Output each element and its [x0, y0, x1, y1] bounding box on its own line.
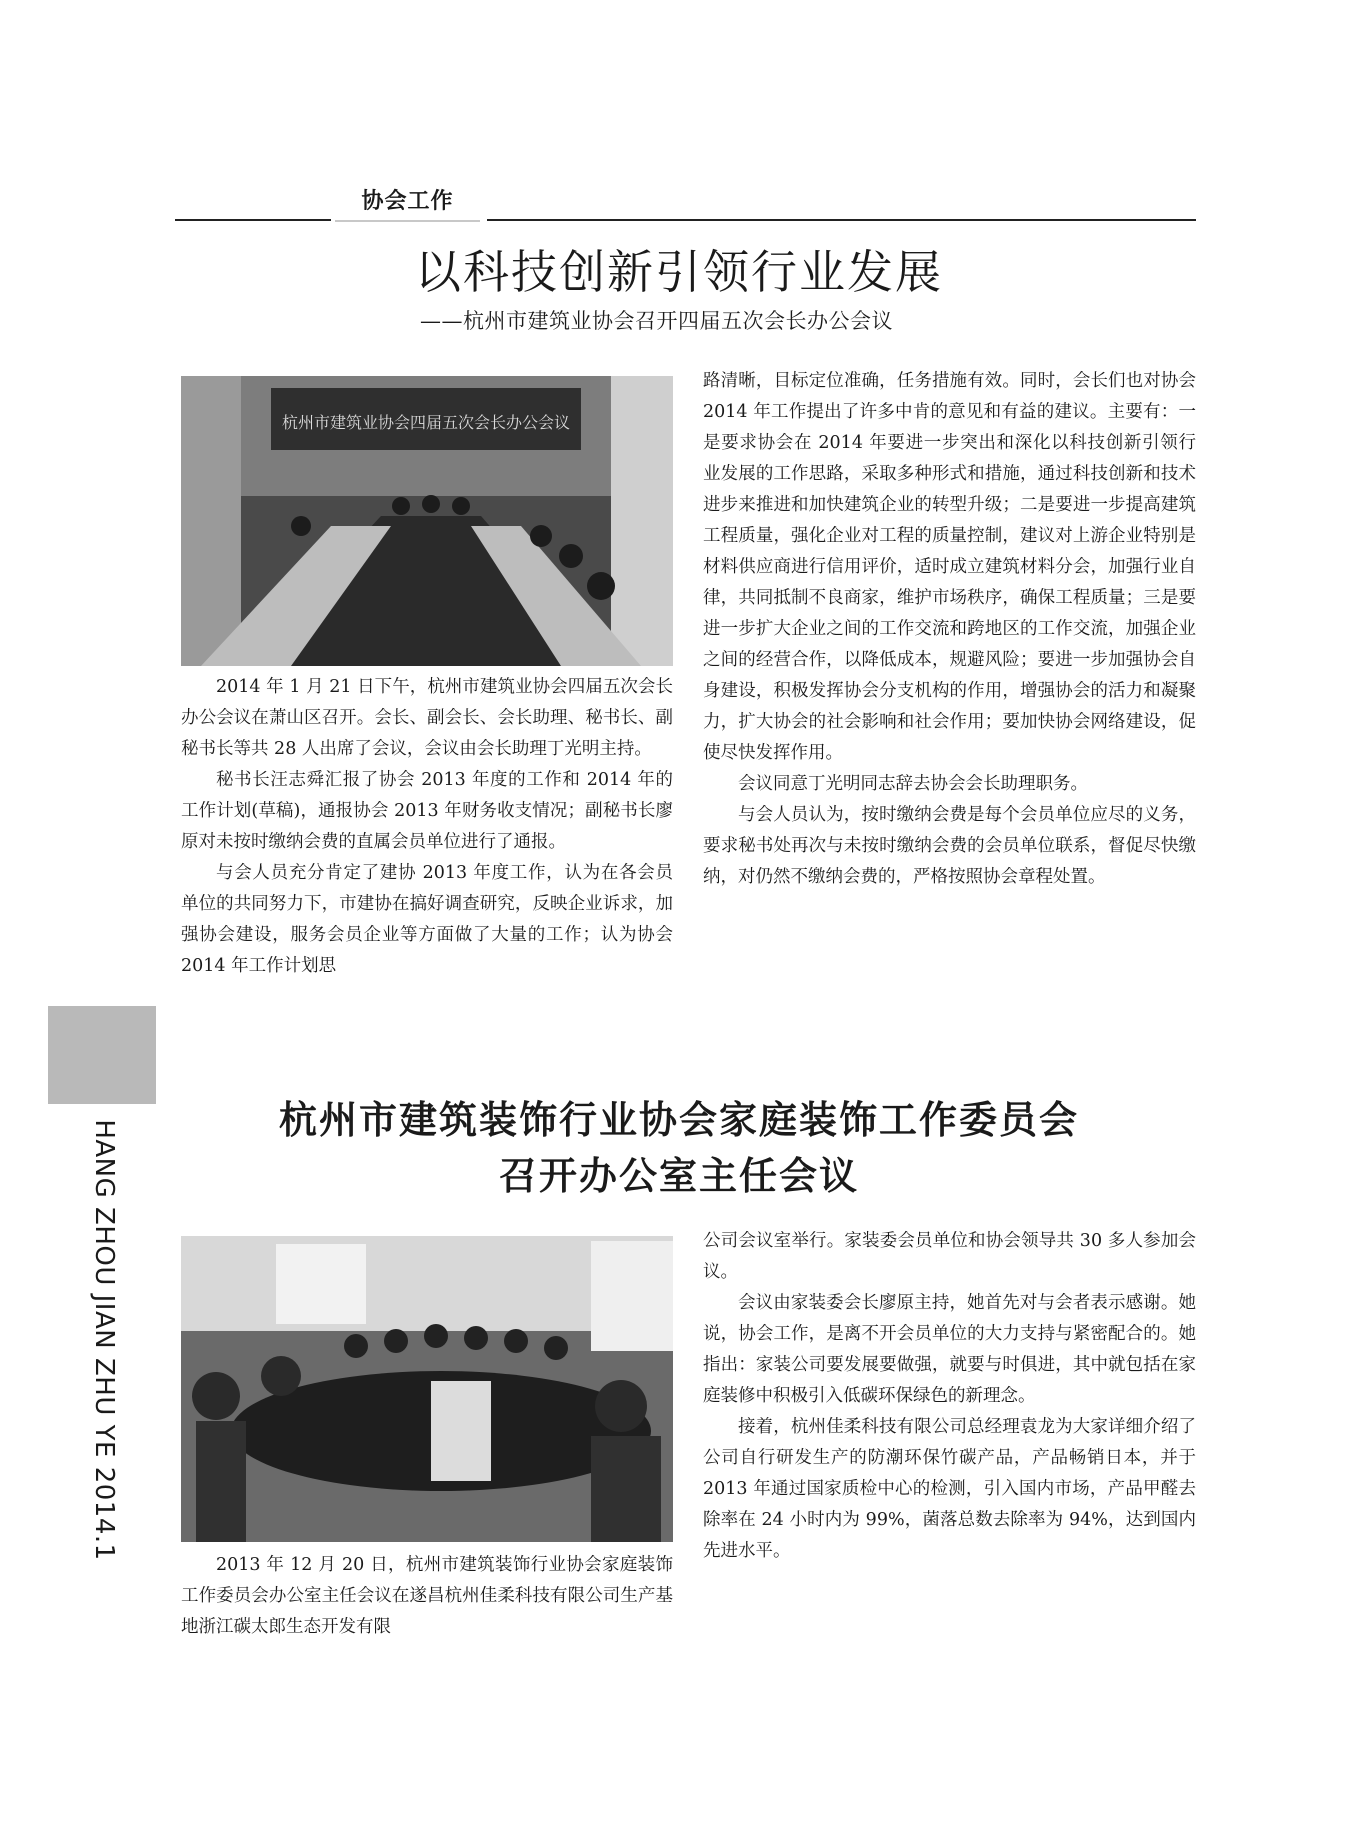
- header-rule-right: [487, 219, 1196, 221]
- article2-right-paragraph: 会议由家装委会长廖原主持，她首先对与会者表示感谢。她说，协会工作，是离不开会员单位的大力支持与紧密配合的。她指出：家装公司要发展要做强，就要与时俱进，其中就包括在家庭装修中积极引入低碳环保绿色的新理念。: [703, 1293, 1196, 1406]
- section-label: 协会工作: [335, 182, 480, 222]
- article2-right-paragraph: 公司会议室举行。家装委会员单位和协会领导共 30 多人参加会议。: [703, 1231, 1196, 1282]
- article2-title-line1: 杭州市建筑装饰行业协会家庭装饰工作委员会: [278, 1098, 1079, 1142]
- article2-meeting-photo: [181, 1236, 673, 1542]
- article1-right-paragraph: 会议同意丁光明同志辞去协会会长助理职务。: [738, 774, 1088, 794]
- article1-subtitle: ——杭州市建筑业协会召开四届五次会长办公会议: [420, 309, 893, 333]
- article1-left-paragraph: 秘书长汪志舜汇报了协会 2013 年度的工作和 2014 年的工作计划(草稿)，通报协会 2013 年财务收支情况；副秘书长廖原对未按时缴纳会费的直属会员单位进行了通报。: [181, 770, 673, 852]
- article1-title: 以科技创新引领行业发展: [415, 245, 943, 299]
- article1-left-column: [181, 672, 673, 982]
- article1-left-paragraph: 与会人员充分肯定了建协 2013 年度工作，认为在各会员单位的共同努力下，市建协在搞好调查研究，反映企业诉求，加强协会建设，服务会员企业等方面做了大量的工作；认为协会 2014 年工作计划思: [181, 863, 673, 976]
- article2-right-column: [703, 1226, 1196, 1567]
- article2-left-column: [181, 1550, 673, 1643]
- article1-meeting-photo: [181, 376, 673, 666]
- article2-title-line2: 召开办公室主任会议: [498, 1154, 859, 1198]
- article1-right-column: [703, 366, 1196, 893]
- photo-banner-text: 杭州市建筑业协会四届五次会长办公会议: [281, 413, 571, 432]
- article2-right-paragraph: 接着，杭州佳柔科技有限公司总经理袁龙为大家详细介绍了公司自行研发生产的防潮环保竹碳产品，产品畅销日本，并于 2013 年通过国家质检中心的检测，引入国内市场，产品甲醛去除率在 24 小时内为 99%，菌落总数去除率为 94%，达到国内先进水平。: [703, 1417, 1196, 1561]
- side-tab-marker: [48, 1006, 156, 1104]
- header-rule-left: [175, 219, 331, 221]
- article1-right-paragraph: 路清晰，目标定位准确，任务措施有效。同时，会长们也对协会 2014 年工作提出了许多中肯的意见和有益的建议。主要有：一是要求协会在 2014 年要进一步突出和深化以科技创新引领行业发展的工作思路，采取多种形式和措施，通过科技创新和技术进步来推进和加快建筑企业的转型升级；二是要进一步提高建筑工程质量，强化企业对工程的质量控制，建议对上游企业特别是材料供应商进行信用评价，适时成立建筑材料分会，加强行业自律，共同抵制不良商家，维护市场秩序，确保工程质量；三是要进一步扩大企业之间的工作交流和跨地区的工作交流，加强企业之间的经营合作，以降低成本，规避风险；要进一步加强协会自身建设，积极发挥协会分支机构的作用，增强协会的活力和凝聚力，扩大协会的社会影响和社会作用；要加快协会网络建设，促使尽快发挥作用。: [703, 371, 1196, 763]
- article2-left-paragraph: 2013 年 12 月 20 日，杭州市建筑装饰行业协会家庭装饰工作委员会办公室主任会议在遂昌杭州佳柔科技有限公司生产基地浙江碳太郎生态开发有限: [181, 1555, 673, 1637]
- article1-left-paragraph: 2014 年 1 月 21 日下午，杭州市建筑业协会四届五次会长办公会议在萧山区召开。会长、副会长、会长助理、秘书长、副秘书长等共 28 人出席了会议，会议由会长助理丁光明主持。: [181, 677, 673, 759]
- article1-right-paragraph: 与会人员认为，按时缴纳会费是每个会员单位应尽的义务，要求秘书处再次与未按时缴纳会费的会员单位联系，督促尽快缴纳，对仍然不缴纳会费的，严格按照协会章程处置。: [703, 805, 1196, 887]
- side-journal-label: HANG ZHOU JIAN ZHU YE 2014.1: [89, 1119, 119, 1561]
